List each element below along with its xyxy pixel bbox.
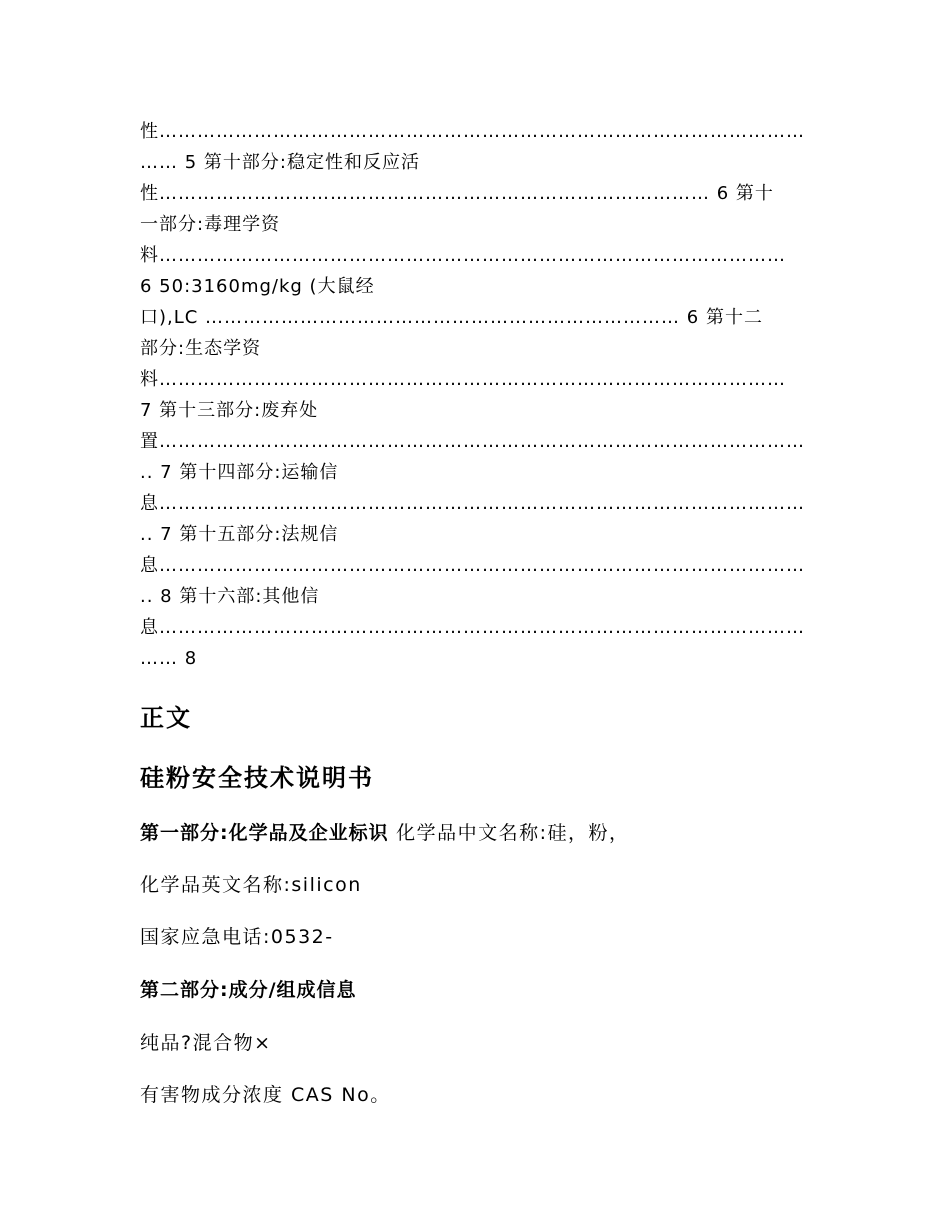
toc-line: 7 第十三部分:废弃处: [140, 400, 319, 421]
chemical-cn-name: 化学品中文名称:硅，粉，: [388, 822, 630, 844]
toc-line: 料………………………………………………………………………………………: [140, 245, 786, 266]
toc-line: 息…………………………………………………………………………………………: [140, 617, 805, 638]
toc-block: [140, 116, 808, 674]
document-title: 硅粉安全技术说明书: [140, 764, 374, 792]
toc-line: .. 7 第十五部分:法规信: [140, 524, 339, 545]
toc-line: 一部分:毒理学资: [140, 214, 281, 235]
section-heading-zhengwen: 正文: [140, 704, 192, 732]
document-page: [140, 116, 808, 674]
toc-line: 置…………………………………………………………………………………………: [140, 431, 805, 452]
toc-line: 性…………………………………………………………………………………………: [140, 121, 805, 142]
toc-line: 口),LC ………………………………………………………………… 6 第十二: [140, 307, 763, 328]
toc-line: 部分:生态学资: [140, 338, 262, 359]
emergency-phone: 国家应急电话:0532-: [140, 926, 334, 948]
toc-line: 息…………………………………………………………………………………………: [140, 555, 805, 576]
purity-line: 纯品?混合物×: [140, 1032, 272, 1054]
part2-heading: 第二部分:成分/组成信息: [140, 979, 357, 1001]
chemical-en-name: 化学品英文名称:silicon: [140, 874, 362, 896]
part1-heading: 第一部分:化学品及企业标识: [140, 822, 389, 844]
toc-line: 料………………………………………………………………………………………: [140, 369, 786, 390]
toc-line: …… 8: [140, 648, 198, 669]
toc-line: …… 5 第十部分:稳定性和反应活: [140, 152, 420, 173]
toc-line: .. 7 第十四部分:运输信: [140, 462, 339, 483]
toc-line: 性…………………………………………………………………………… 6 第十: [140, 183, 774, 204]
part1-line: [140, 818, 630, 845]
toc-line: .. 8 第十六部:其他信: [140, 586, 320, 607]
components-line: 有害物成分浓度 CAS No。: [140, 1084, 391, 1106]
toc-line: 6 50:3160mg/kg (大鼠经: [140, 276, 375, 297]
toc-line: 息…………………………………………………………………………………………: [140, 493, 805, 514]
